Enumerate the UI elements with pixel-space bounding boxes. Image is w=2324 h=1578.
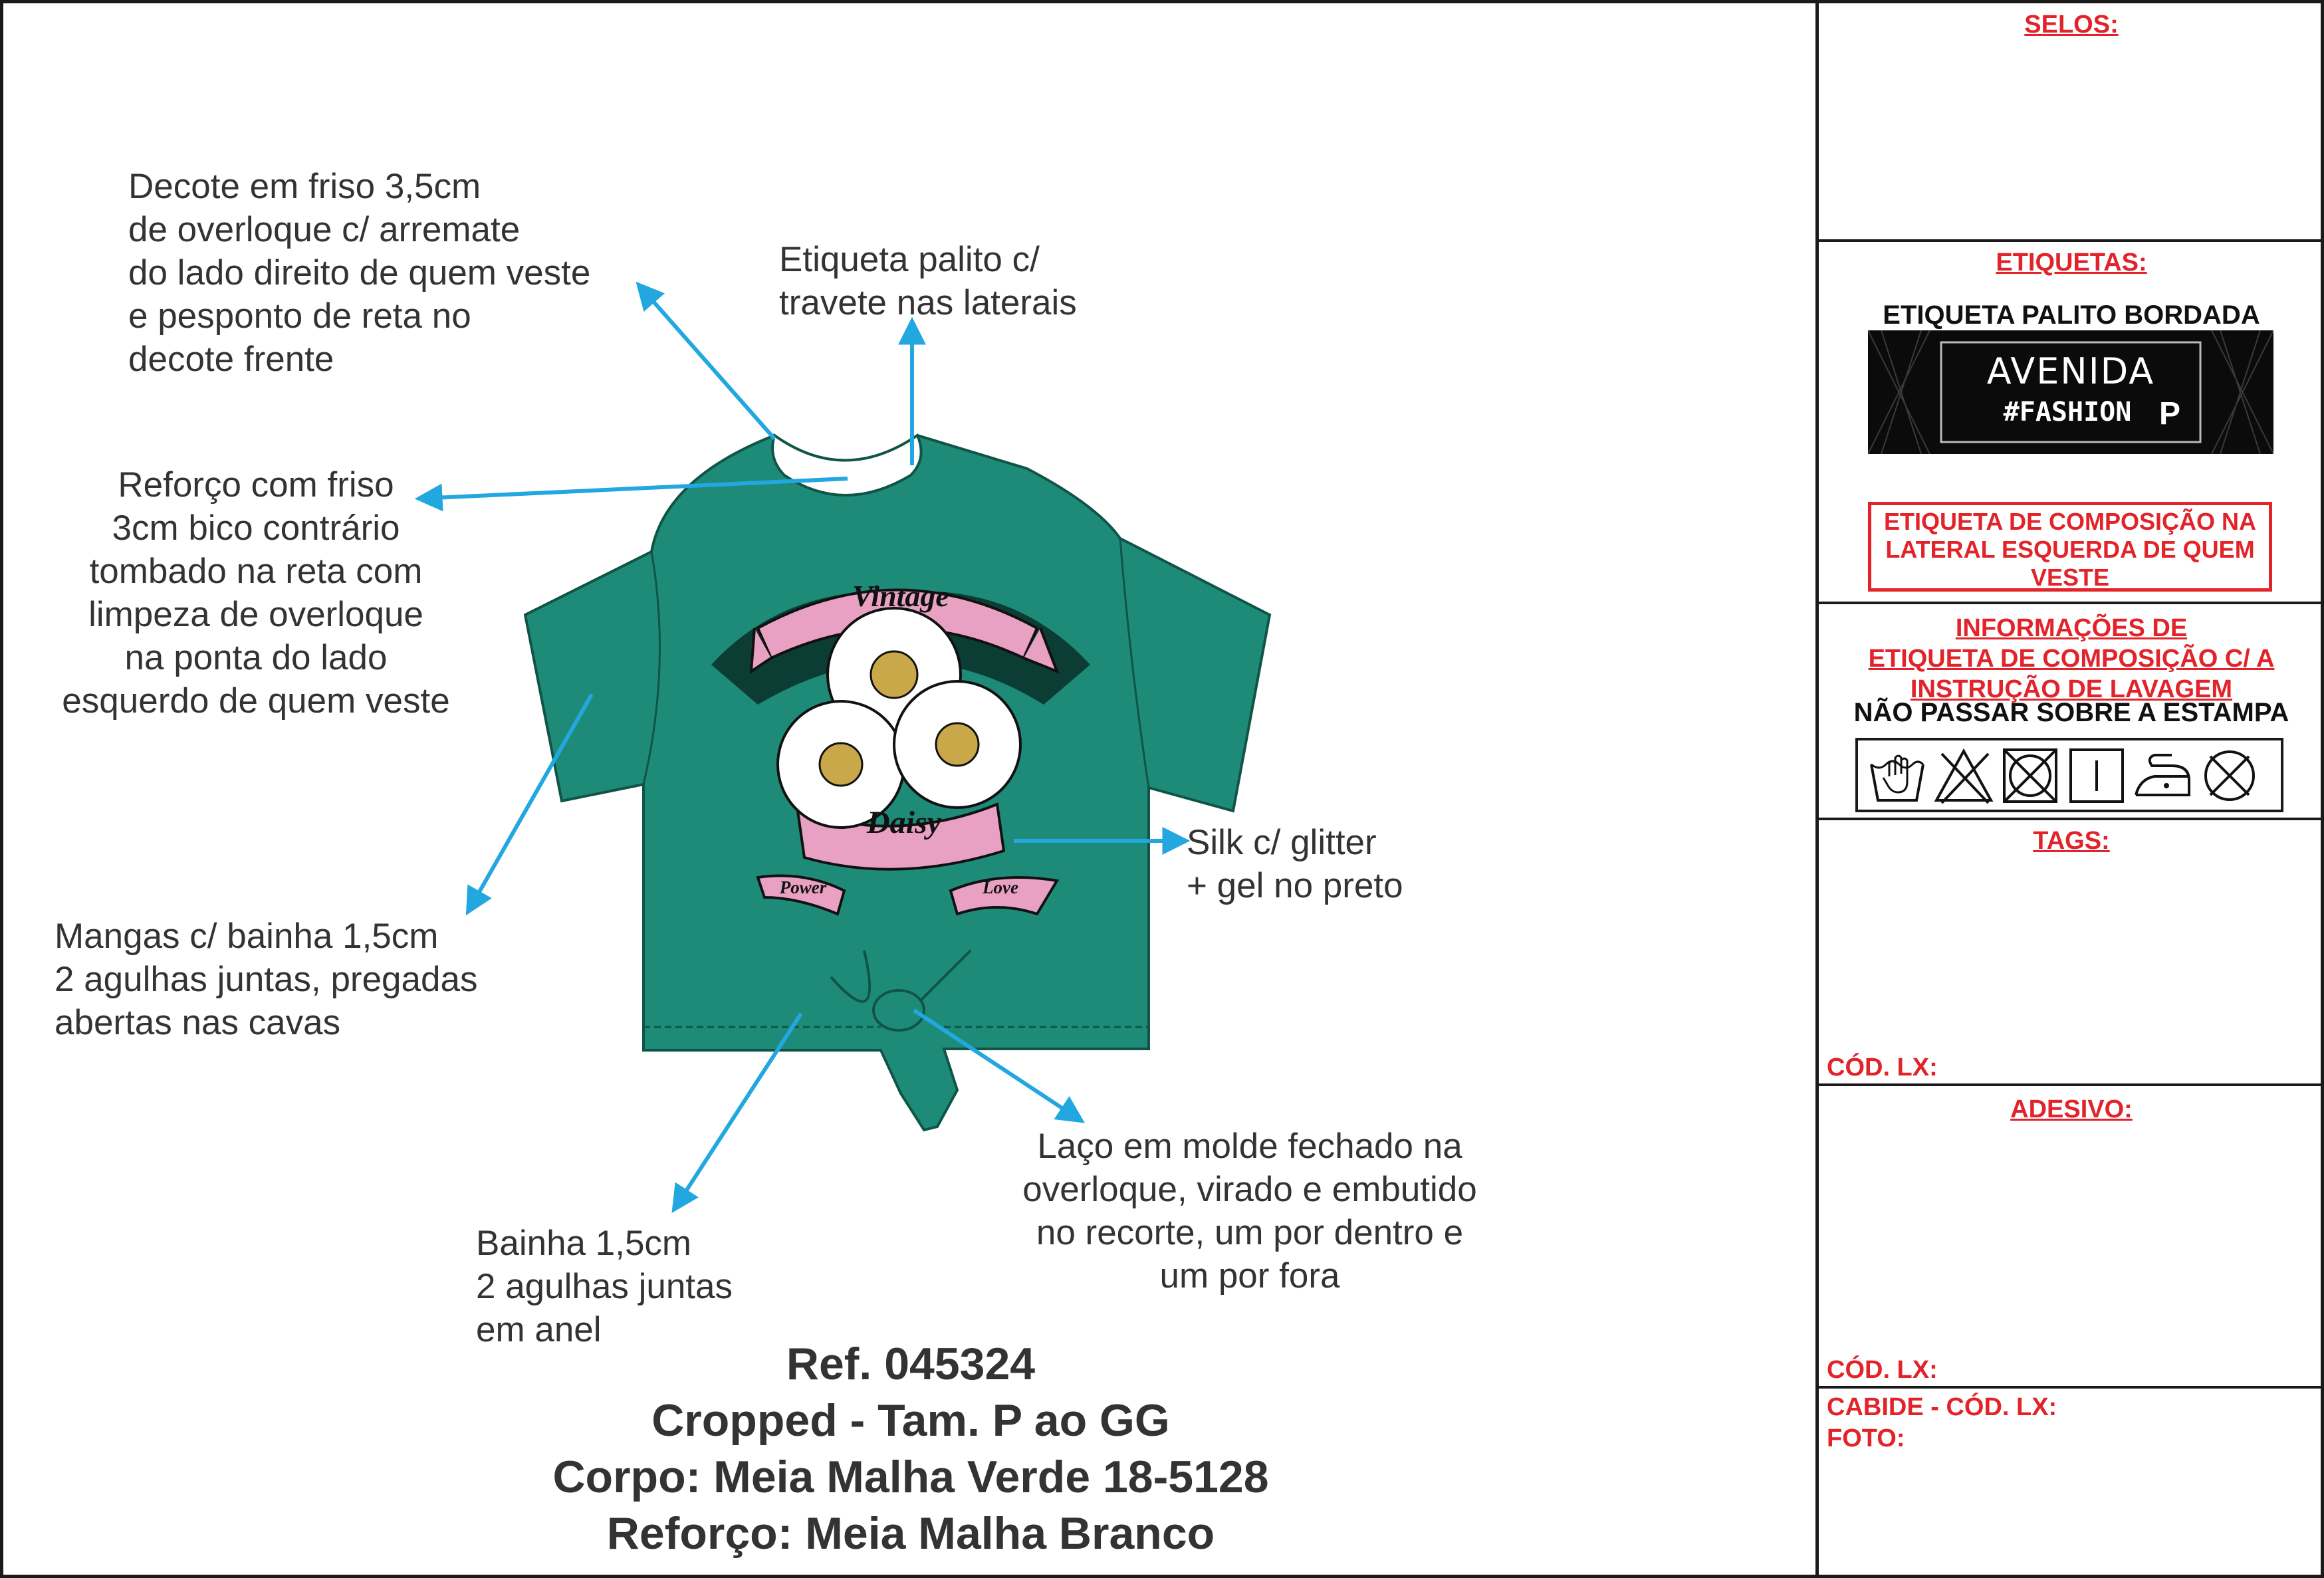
note-mangas xyxy=(55,915,477,1044)
cabide-label: CABIDE - CÓD. LX: xyxy=(1827,1393,2057,1421)
print-warning: NÃO PASSAR SOBRE A ESTAMPA xyxy=(1853,698,2289,727)
note-silk xyxy=(1187,821,1403,907)
label-size: P xyxy=(2159,396,2181,431)
note-line: 2 agulhas juntas, pregadas xyxy=(55,960,478,999)
adesivo-heading: ADESIVO: xyxy=(2010,1095,2133,1123)
note-line: limpeza de overloque xyxy=(88,595,423,634)
print-ribbon-right: Love xyxy=(983,877,1018,897)
brand-label-image xyxy=(1868,330,2273,454)
no-bleach-icon xyxy=(1932,744,1995,806)
note-etiqueta xyxy=(779,238,1077,324)
etiquetas-heading: ETIQUETAS: xyxy=(1996,249,2147,277)
composition-label-box xyxy=(1868,502,2272,592)
note-line: tombado na reta com xyxy=(89,552,423,591)
note-line: Silk c/ glitter xyxy=(1187,823,1377,862)
note-decote xyxy=(128,165,590,381)
note-line: abertas nas cavas xyxy=(55,1003,341,1042)
section-divider xyxy=(1817,239,2324,242)
note-line: Etiqueta palito c/ xyxy=(779,240,1040,279)
note-line: + gel no preto xyxy=(1187,866,1403,905)
composition-line: ETIQUETA DE COMPOSIÇÃO NA xyxy=(1883,508,2257,535)
note-line: na ponta do lado xyxy=(124,638,388,677)
note-line: Laço em molde fechado na xyxy=(1037,1127,1462,1166)
body-fabric: Corpo: Meia Malha Verde 18-5128 xyxy=(552,1452,1269,1502)
note-line: esquerdo de quem veste xyxy=(62,681,450,721)
note-reforco xyxy=(27,463,485,723)
care-info-heading xyxy=(1819,613,2324,705)
care-info-line: ETIQUETA DE COMPOSIÇÃO C/ A xyxy=(1868,645,2275,673)
tags-heading: TAGS: xyxy=(2033,827,2110,855)
no-dry-clean-icon xyxy=(2198,744,2261,806)
note-line: do lado direito de quem veste xyxy=(128,253,591,292)
label-brand-name: AVENIDA xyxy=(1986,350,2155,392)
note-line: travete nas laterais xyxy=(779,283,1077,322)
note-line: 3cm bico contrário xyxy=(112,508,400,548)
section-divider xyxy=(1817,818,2324,820)
care-info-line: INSTRUÇÃO DE LAVAGEM xyxy=(1910,675,2233,703)
note-line: decote frente xyxy=(128,340,334,379)
composition-line: LATERAL ESQUERDA DE QUEM xyxy=(1885,536,2255,563)
care-info-line: INFORMAÇÕES DE xyxy=(1955,614,2188,642)
note-line: um por fora xyxy=(1159,1256,1340,1296)
print-banner-top: Vintage xyxy=(852,579,949,613)
cod-lx-tags: CÓD. LX: xyxy=(1827,1054,1938,1081)
reference-number: Ref. 045324 xyxy=(786,1339,1036,1389)
note-line: Decote em friso 3,5cm xyxy=(128,167,481,206)
reinforcement-fabric: Reforço: Meia Malha Branco xyxy=(606,1508,1215,1559)
note-laco xyxy=(984,1125,1516,1297)
note-line: 2 agulhas juntas xyxy=(476,1267,733,1306)
note-line: Bainha 1,5cm xyxy=(476,1224,692,1263)
composition-line: VESTE xyxy=(2030,564,2110,591)
print-banner-mid: Daisy xyxy=(867,805,941,840)
product-name: Cropped - Tam. P ao GG xyxy=(651,1395,1170,1446)
foto-label: FOTO: xyxy=(1827,1424,1905,1452)
note-line: e pesponto de reta no xyxy=(128,296,471,336)
reference-title-block xyxy=(372,1336,1449,1562)
section-divider xyxy=(1817,1083,2324,1086)
section-divider xyxy=(1817,1386,2324,1389)
no-tumble-dry-icon xyxy=(1999,744,2061,806)
print-ribbon-left: Power xyxy=(779,877,827,897)
label-pattern xyxy=(1868,330,2273,454)
note-line: Reforço com friso xyxy=(118,465,394,505)
label-brand-sub: #FASHION xyxy=(2003,397,2132,427)
section-divider xyxy=(1817,602,2324,604)
cod-lx-adesivo: CÓD. LX: xyxy=(1827,1356,1938,1384)
line-dry-icon xyxy=(2065,744,2128,806)
selos-heading: SELOS: xyxy=(2024,11,2119,39)
note-bainha xyxy=(476,1222,733,1351)
etiqueta-palito-label: ETIQUETA PALITO BORDADA xyxy=(1883,300,2260,330)
note-line: overloque, virado e embutido xyxy=(1022,1170,1477,1209)
note-line: Mangas c/ bainha 1,5cm xyxy=(55,917,439,956)
note-line: no recorte, um por dentro e xyxy=(1036,1213,1464,1252)
iron-low-icon xyxy=(2132,744,2194,806)
sidebar-divider xyxy=(1815,0,1819,1578)
hand-wash-icon xyxy=(1866,744,1928,806)
note-line: em anel xyxy=(476,1310,602,1349)
note-line: de overloque c/ arremate xyxy=(128,210,521,249)
care-symbols-box xyxy=(1855,738,2283,812)
